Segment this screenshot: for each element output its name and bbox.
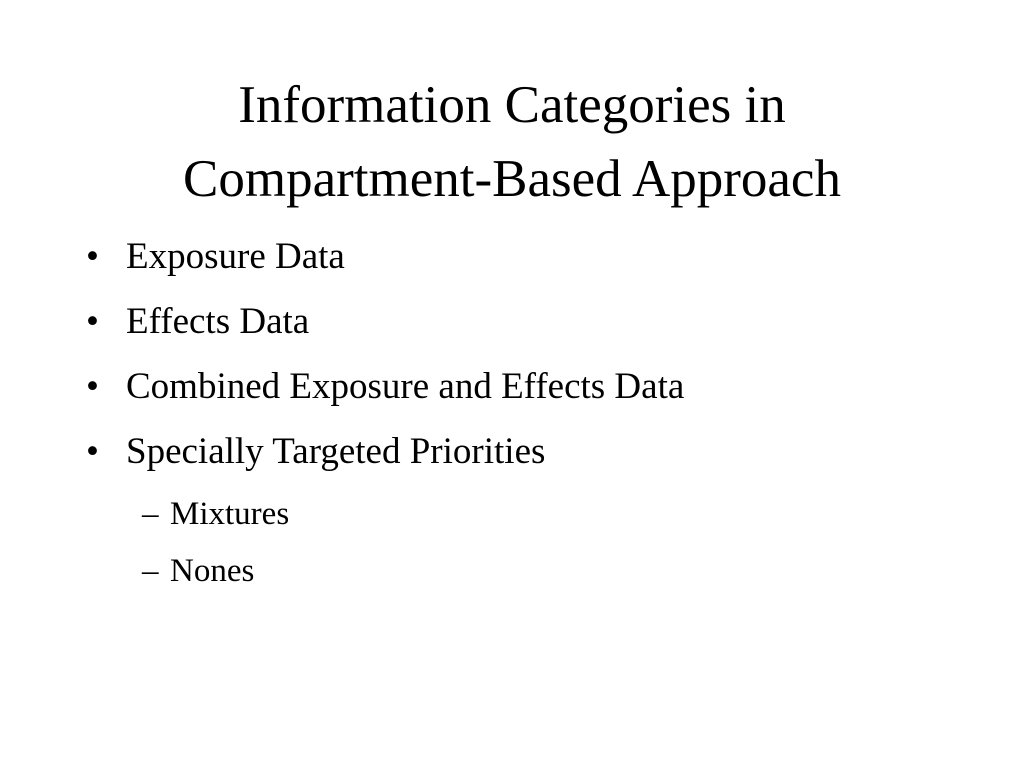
bullet-marker: • (86, 236, 99, 277)
title-line-1: Information Categories in (238, 76, 786, 134)
slide-title (60, 68, 964, 216)
bullet-item (86, 228, 966, 293)
sub-bullet-text: Nones (170, 553, 255, 589)
sub-bullet-item (86, 545, 289, 602)
sub-bullet-marker: – (142, 553, 159, 589)
bullet-marker: • (86, 431, 99, 472)
bullet-text: Effects Data (126, 301, 310, 342)
bullet-text: Combined Exposure and Effects Data (126, 366, 685, 407)
bullet-list (86, 228, 966, 488)
title-line-2: Compartment-Based Approach (183, 150, 841, 208)
bullet-marker: • (86, 366, 99, 407)
sub-bullet-text: Mixtures (170, 496, 290, 532)
sub-bullet-list (86, 488, 289, 602)
bullet-marker: • (86, 301, 99, 342)
bullet-item (86, 423, 966, 488)
sub-bullet-item (86, 488, 289, 545)
bullet-item (86, 293, 966, 358)
bullet-item (86, 358, 966, 423)
bullet-text: Specially Targeted Priorities (126, 431, 546, 472)
sub-bullet-marker: – (142, 496, 159, 532)
bullet-text: Exposure Data (126, 236, 345, 277)
